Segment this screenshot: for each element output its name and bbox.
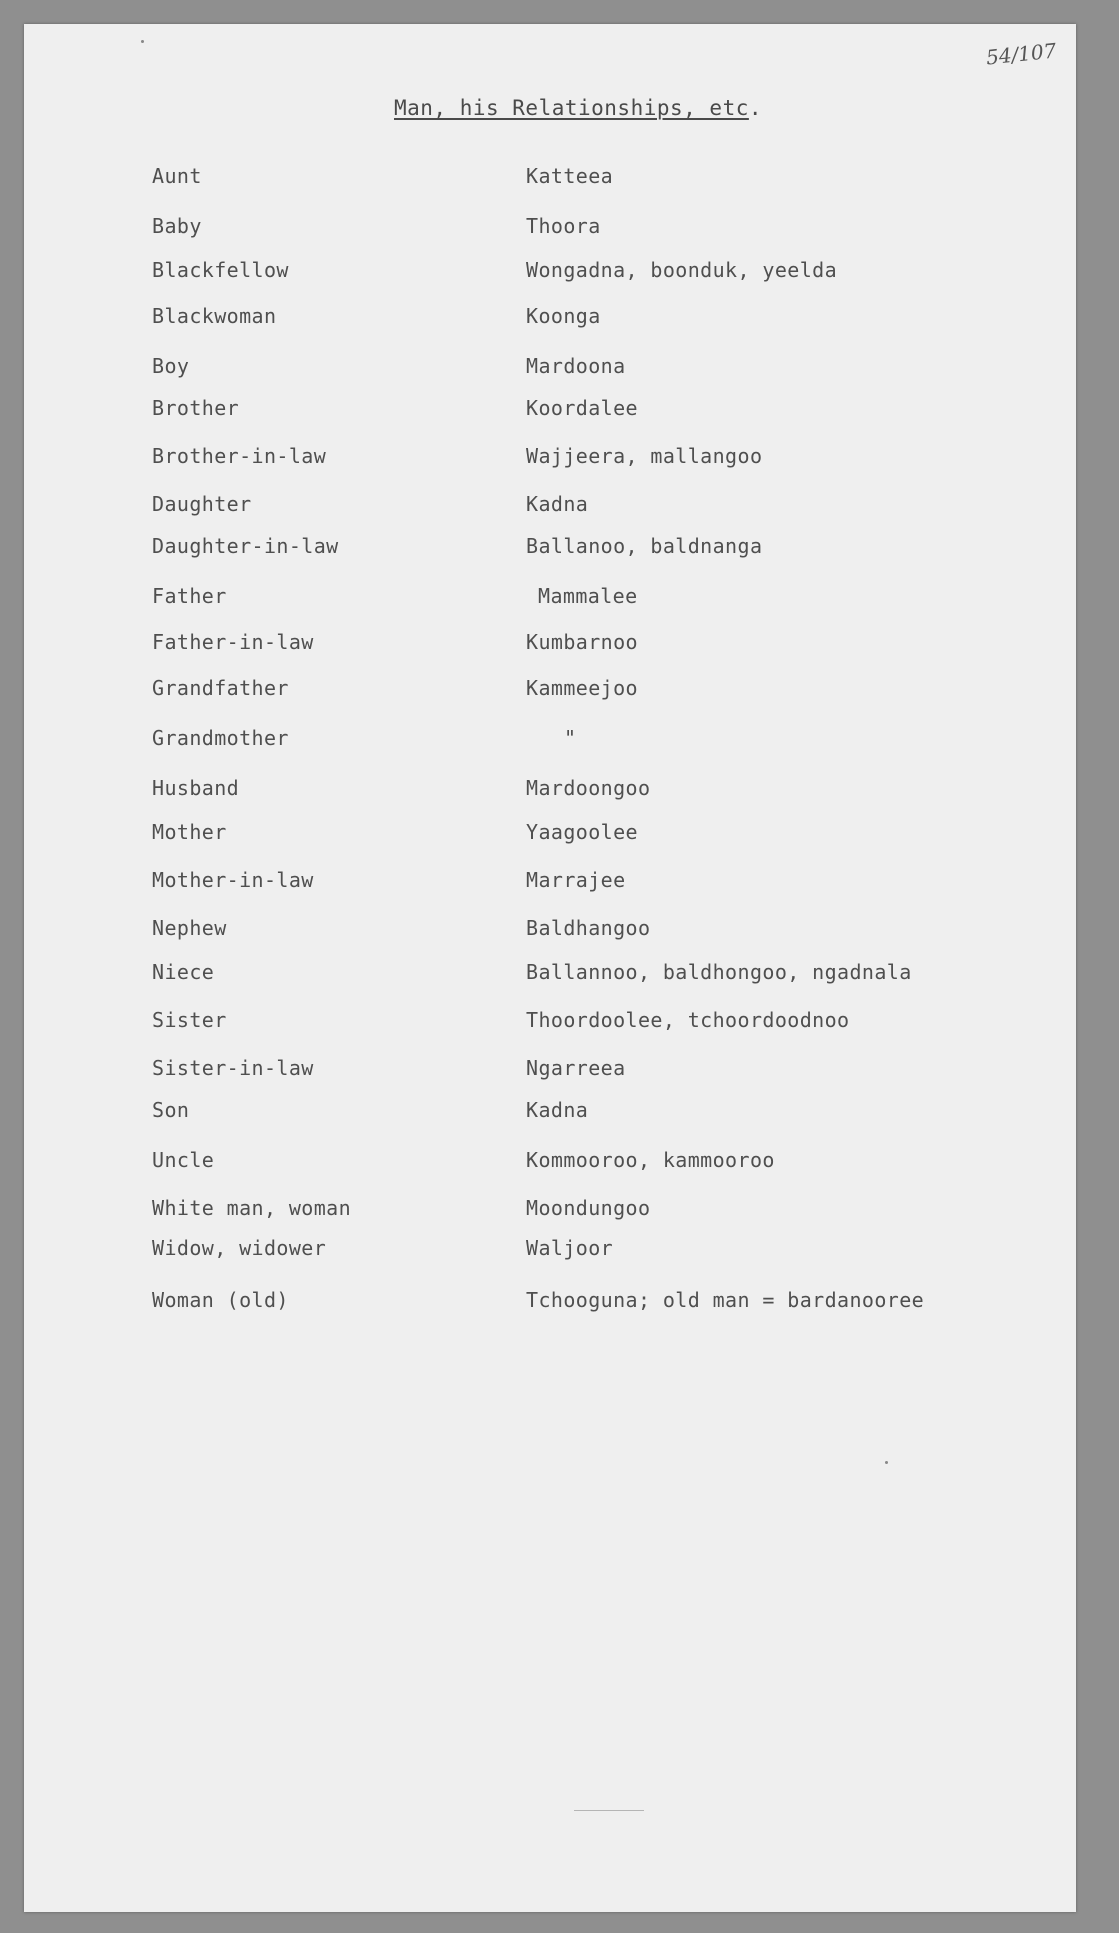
native-word: Yaagoolee bbox=[526, 820, 638, 844]
native-word: Kammeejoo bbox=[526, 676, 638, 700]
term-label: Uncle bbox=[152, 1148, 215, 1172]
term-label: Woman (old) bbox=[152, 1288, 289, 1312]
native-word: Ballanoo, baldnanga bbox=[526, 534, 763, 558]
term-label: Sister-in-law bbox=[152, 1056, 314, 1080]
native-word: Koordalee bbox=[526, 396, 638, 420]
term-label: Niece bbox=[152, 960, 215, 984]
term-label: Mother bbox=[152, 820, 227, 844]
document-page bbox=[24, 24, 1076, 1912]
term-label: Blackfellow bbox=[152, 258, 289, 282]
term-label: Daughter bbox=[152, 492, 252, 516]
native-word: Waljoor bbox=[526, 1236, 614, 1260]
native-word: Thoora bbox=[526, 214, 601, 238]
ditto-mark: " bbox=[564, 726, 577, 750]
term-label: Son bbox=[152, 1098, 190, 1122]
native-word: Ngarreea bbox=[526, 1056, 626, 1080]
native-word: Mammalee bbox=[538, 584, 638, 608]
term-label: Husband bbox=[152, 776, 240, 800]
native-word: Kadna bbox=[526, 1098, 589, 1122]
page-title bbox=[394, 96, 762, 120]
term-label: Widow, widower bbox=[152, 1236, 327, 1260]
term-label: Mother-in-law bbox=[152, 868, 314, 892]
native-word: Mardoongoo bbox=[526, 776, 651, 800]
folio-number: 54/107 bbox=[984, 38, 1058, 70]
term-label: Boy bbox=[152, 354, 190, 378]
native-word: Thoordoolee, tchoordoodnoo bbox=[526, 1008, 850, 1032]
term-label: Grandfather bbox=[152, 676, 289, 700]
page-title-period: . bbox=[748, 96, 763, 120]
paper-speck bbox=[885, 1461, 888, 1464]
native-word: Kommooroo, kammooroo bbox=[526, 1148, 775, 1172]
paper-speck bbox=[141, 40, 144, 43]
term-label: Blackwoman bbox=[152, 304, 277, 328]
term-label: Daughter-in-law bbox=[152, 534, 339, 558]
native-word: Wongadna, boonduk, yeelda bbox=[526, 258, 838, 282]
native-word: Kumbarnoo bbox=[526, 630, 638, 654]
term-label: Father-in-law bbox=[152, 630, 314, 654]
native-word: Marrajee bbox=[526, 868, 626, 892]
term-label: Nephew bbox=[152, 916, 227, 940]
term-label: Brother-in-law bbox=[152, 444, 327, 468]
native-word: Koonga bbox=[526, 304, 601, 328]
term-label: Father bbox=[152, 584, 227, 608]
native-word: Katteea bbox=[526, 164, 614, 188]
native-word: Mardoona bbox=[526, 354, 626, 378]
native-word: Wajjeera, mallangoo bbox=[526, 444, 763, 468]
page-title-text: Man, his Relationships, etc bbox=[394, 96, 749, 120]
native-word: Baldhangoo bbox=[526, 916, 651, 940]
native-word: Moondungoo bbox=[526, 1196, 651, 1220]
pencil-mark bbox=[574, 1810, 644, 1811]
term-label: Grandmother bbox=[152, 726, 289, 750]
term-label: Aunt bbox=[152, 164, 202, 188]
native-word: Ballannoo, baldhongoo, ngadnala bbox=[526, 960, 912, 984]
term-label: Sister bbox=[152, 1008, 227, 1032]
term-label: White man, woman bbox=[152, 1196, 352, 1220]
term-label: Baby bbox=[152, 214, 202, 238]
native-word: Kadna bbox=[526, 492, 589, 516]
native-word: Tchooguna; old man = bardanooree bbox=[526, 1288, 925, 1312]
term-label: Brother bbox=[152, 396, 240, 420]
